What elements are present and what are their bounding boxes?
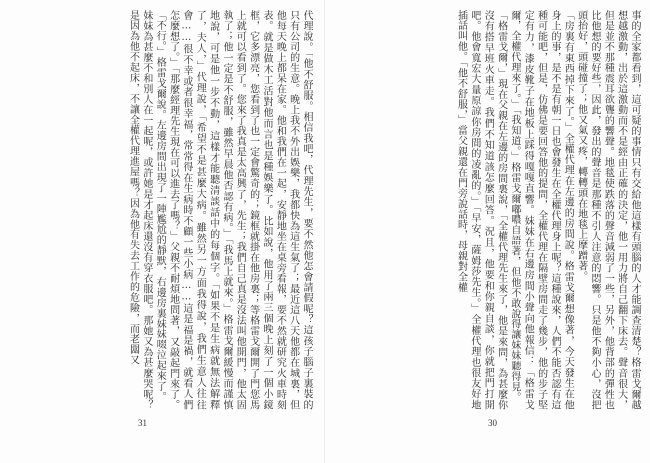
paragraph: 「房裏有東西掉下來了。」全權代理在左邊的房間說。格雷戈爾想像著，今天發生在他身上的事，是不是有朝一日也會發生在全權代理身上呢？這種說來，人們不能否認有這種可能吧，但是，仿佛是要回答他的提問，全權代理在隔壁房間走了幾步，他的步子堅定有力，漆皮靴子在地板上踩得嘎嘎直響。妹妹在右邊房間小聲向他報信：「格雷戈爾，全權代理來了。」「我知道。」格雷戈爾嘟噥自語著，但他不敢說得讓妹妹聽得見。 [508, 10, 574, 410]
left-page-text [10, 10, 313, 410]
right-page [325, 0, 650, 463]
paragraph: 代理說。「他不舒服。相信我吧，代理先生，要不然他怎會請假呢？這孩子腦子裏裝的只有公司的生意。晚上我不外出娛樂，我都快為這生氣了；最近這八天他都在城裏，但他每天晚上都呆在家。他和我們在一起，安靜地坐在桌旁看報，要不然就研究火車時刻表。就是做木工活對他而言也是種娛樂了。比如說，他用了兩三個晚上刻了一個小鏡框，它多漂亮，您看到了也一定會驚奇的；鏡框就掛在他房裏；等格雷戈爾開了門您馬上就可以看到了。您來了我真是太高興了，先生；我們自己真是沒法叫他開門，他太固執了；他一定是不舒服，雖然早晨他否認有病。」「我馬上就來。」格雷戈爾緩慢而謹慎地說，可是他一步不動，這樣才能聽清談話中的每個字。「如果不是生病就無法解釋了，夫人，」代理說，「希望不是甚麼大病。雖然另一方面我得說，我們生意人往往會……很不幸或者很幸福，常常得在生病時不顧一些小病……這是福是禍，就看人們怎麼想了。」「那麼經理先生現在可以進去了嗎？」父親不耐煩地問著，又敲起門來了。「不行。」格雷戈爾說。左邊房間出現了一陣尷尬的靜默，右邊房裏妹妹啜泣起來了。 [154, 10, 312, 410]
right-page-text [335, 10, 641, 410]
paragraph: 「格雷戈爾，」現在父親在左邊的房間裏說，「全權代理先生來了，他是來問，為甚麼你沒有搭早班火車走。我們不知道該怎麼回答。況且，他要和你親自談，你就把門打開吧。他會寬宏大量原諒你房間的凌亂的。」「早安，薩姆莎先生。」全權代理也很友好地插話叫他。「他不舒服，」當父親還在門旁說話時，母親對全權 [455, 10, 507, 410]
page-number: 31 [138, 418, 147, 428]
paragraph: 事的全家都看到，這可疑的事情只有交給他這樣有頭腦的人才能調查清楚？格雷戈爾越想越激動，出於這激動而不是經由正確的決定，他一用力將自己翻下床去。聲音很大，但是並不那種震耳欲聾的響聲。地毯使跌落的聲音減弱了一些，另外，他背部的彈性也比他想的要好些，因此，發出的聲音是那種不引人注意的悶響。只是他不夠小心，沒把頭抬好，頭碰撞了；他又氣又疼，轉轉頭在地毯上摩蹭著。 [575, 10, 640, 410]
paragraph: 妹妹為甚麼不和別人在一起呢，或許她是才起床還沒有穿衣服吧。那她又為甚麼哭呢？是因為他不起床，不讓全權代理進屋嗎？因為他有失去工作的危險，而老闆又 [127, 10, 152, 410]
page-number: 30 [488, 418, 497, 428]
